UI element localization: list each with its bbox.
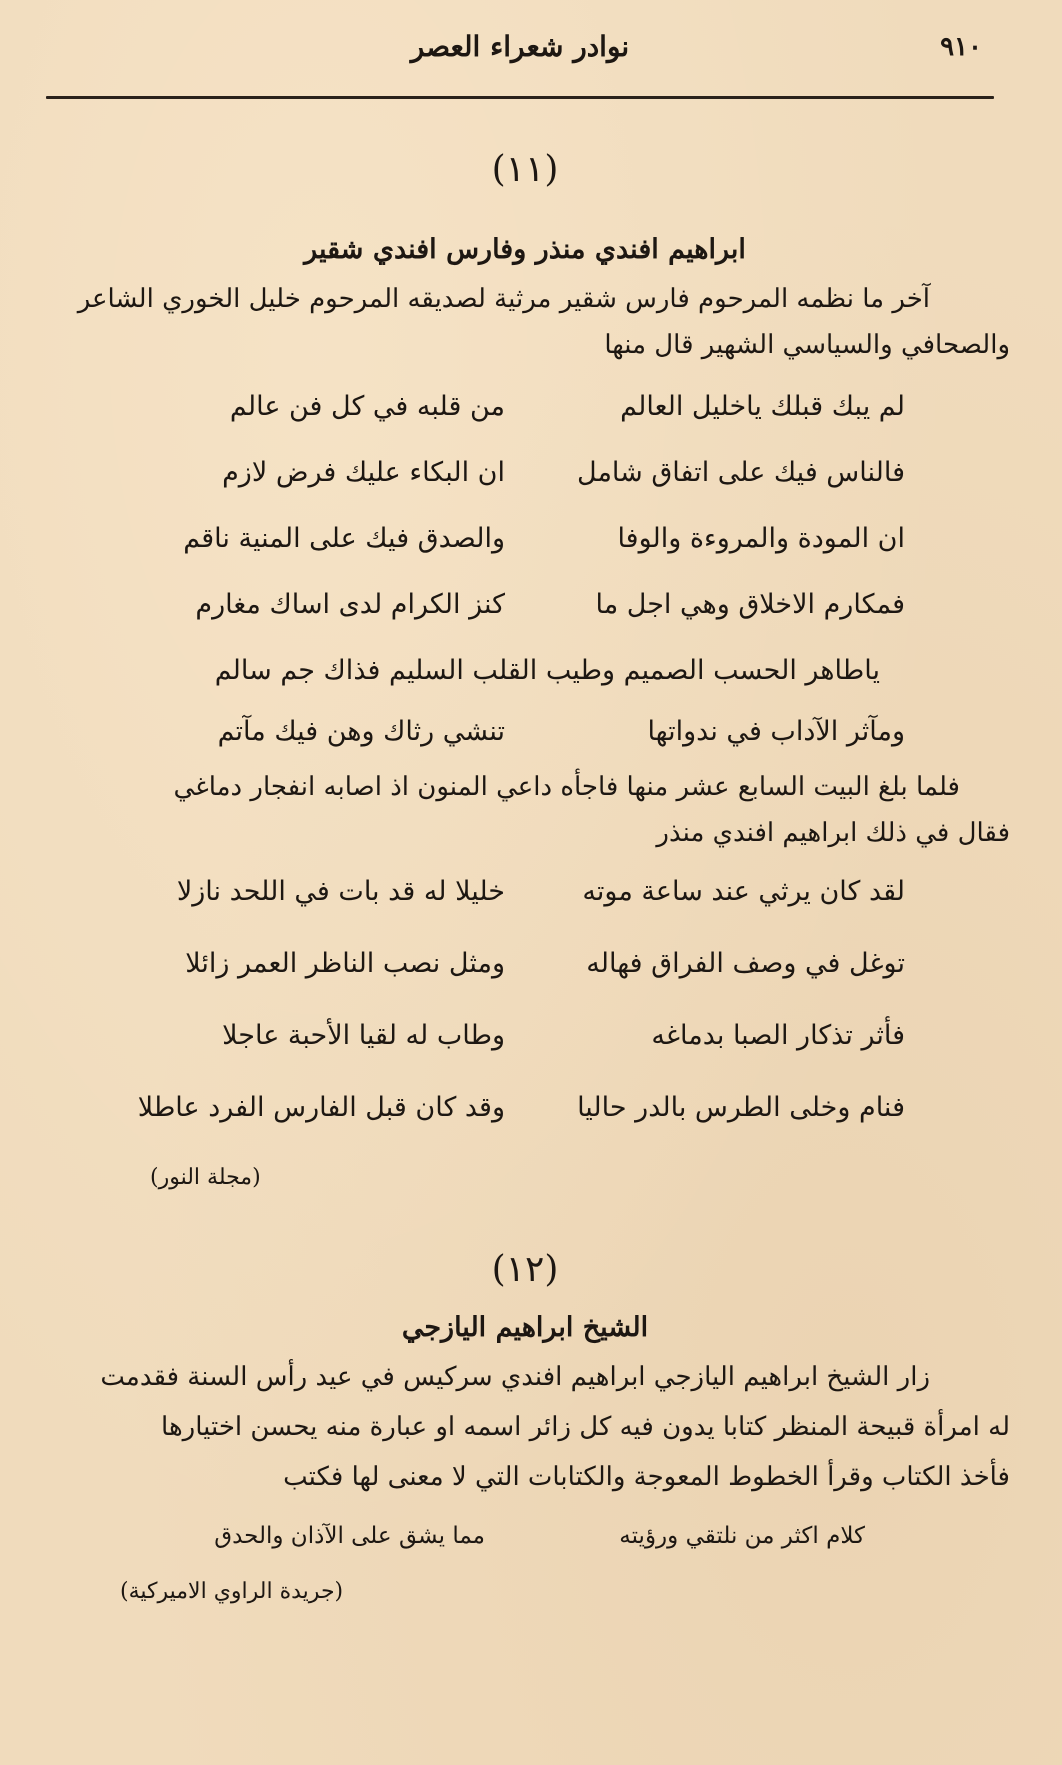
verse-full-line: ياطاهر الحسب الصميم وطيب القلب السليم فذاك جم سالم [214,655,880,686]
hemistich-first: فأثر تذكار الصبا بدماغه [651,1020,905,1051]
poem-2 [40,856,1010,1144]
hemistich-first: فمكارم الاخلاق وهي اجل ما [595,589,905,620]
hemistich-first: لقد كان يرثي عند ساعة موته [582,876,905,907]
hemistich-second: كنز الكرام لدى اساك مغارم [195,589,505,620]
middle-paragraph [40,764,1010,856]
source-label: (مجلة النور) [150,1165,261,1190]
intro-line: فأخذ الكتاب وقرأ الخطوط المعوجة والكتابات التي لا معنى لها فكتب [283,1462,1010,1492]
header-rule [46,96,994,99]
middle-line: فلما بلغ البيت السابع عشر منها فاجأه داعي المنون اذ اصابه انفجار دماغي [173,772,960,802]
intro-paragraph [40,1352,1010,1502]
hemistich-second: والصدق فيك على المنية ناقم [183,523,505,554]
section-number: (١٢) [491,1249,559,1290]
intro-line: والصحافي والسياسي الشهير قال منها [604,330,1010,360]
intro-line: آخر ما نظمه المرحوم فارس شقير مرثية لصديقه المرحوم خليل الخوري الشاعر [77,284,930,314]
hemistich-second: وقد كان قبل الفارس الفرد عاطلا [137,1092,505,1123]
verse-line [40,856,1010,928]
hemistich-first: توغل في وصف الفراق فهاله [586,948,905,979]
hemistich-first: كلام اكثر من نلتقي ورؤيته [619,1523,865,1549]
hemistich-second: ان البكاء عليك فرض لازم [222,457,505,488]
hemistich-second: من قلبه في كل فن عالم [229,391,505,422]
hemistich-second: وطاب له لقيا الأحبة عاجلا [222,1020,505,1051]
intro-line: له امرأة قبيحة المنظر كتابا يدون فيه كل زائر اسمه او عبارة منه يحسن اختيارها [161,1412,1010,1442]
page-number: ٩١٠ [940,32,982,62]
hemistich-second: ومثل نصب الناظر العمر زائلا [185,948,505,979]
verse-line [40,440,1010,506]
hemistich-first: ان المودة والمروءة والوفا [617,523,905,554]
verse-line [40,928,1010,1000]
section-12 [40,1240,1010,1620]
intro-paragraph [40,276,1010,368]
verse-line [40,374,1010,440]
hemistich-first: ومآثر الآداب في ندواتها [647,716,905,747]
section-title: ابراهيم افندي منذر وفارس افندي شقير [304,234,746,265]
source-citation [40,1564,1010,1620]
hemistich-first: فالناس فيك على اتفاق شامل [577,457,905,488]
running-header [40,28,1000,78]
middle-line: فقال في ذلك ابراهيم افندي منذر [656,818,1010,848]
running-title: نوادر شعراء العصر [410,30,630,63]
source-citation [40,1150,1010,1206]
hemistich-second: تنشي رثاك وهن فيك مآتم [217,716,505,747]
verse-line [40,1072,1010,1144]
section-title: الشيخ ابراهيم اليازجي [401,1312,649,1343]
intro-line: زار الشيخ ابراهيم اليازجي ابراهيم افندي سركيس في عيد رأس السنة فقدمت [100,1362,930,1392]
hemistich-second: خليلا له قد بات في اللحد نازلا [176,876,505,907]
hemistich-first: لم يبك قبلك ياخليل العالم [620,391,905,422]
verse-line [40,1508,1010,1564]
verse-line [40,638,1010,704]
hemistich-second: مما يشق على الآذان والحدق [214,1523,485,1549]
verse-line [40,1000,1010,1072]
section-11 [40,140,1010,1206]
source-label: (جريدة الراوي الاميركية) [120,1579,344,1604]
section-number: (١١) [491,149,559,190]
verse-line [40,704,1010,760]
hemistich-first: فنام وخلى الطرس بالدر حاليا [577,1092,905,1123]
verse-line [40,572,1010,638]
poem [40,1508,1010,1564]
verse-line [40,506,1010,572]
page-content [40,140,1010,1620]
poem-1 [40,374,1010,760]
